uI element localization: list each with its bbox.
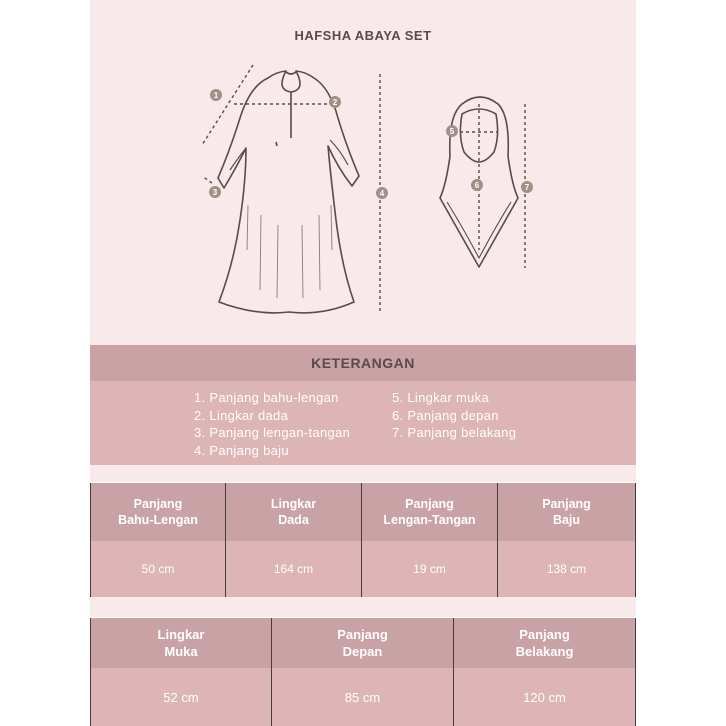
cell-value: 138 cm — [498, 541, 635, 597]
keterangan-legend — [90, 381, 636, 465]
cell-header: Lingkar Muka — [157, 627, 205, 659]
marker-3 — [209, 186, 221, 198]
cell-value: 164 cm — [226, 541, 361, 597]
table-cell — [90, 483, 226, 597]
legend-item: 6. Panjang depan — [392, 407, 499, 423]
marker-2-label: 2 — [332, 98, 338, 107]
cell-value: 19 cm — [362, 541, 497, 597]
table-cell — [362, 483, 498, 597]
cell-value: 52 cm — [91, 668, 271, 726]
cell-header: Lingkar Dada — [270, 497, 317, 527]
table-cell — [498, 483, 636, 597]
cell-header: Panjang Belakang — [515, 627, 574, 659]
size-table-1 — [90, 483, 636, 597]
keterangan-heading: KETERANGAN — [90, 345, 636, 381]
cell-header: Panjang Baju — [542, 497, 591, 527]
cell-header: Panjang Lengan-Tangan — [383, 497, 476, 527]
marker-1-label: 1 — [213, 91, 219, 100]
marker-7-label: 7 — [524, 183, 530, 192]
marker-2 — [329, 96, 341, 108]
marker-4 — [376, 187, 388, 199]
legend-item: 4. Panjang baju — [194, 442, 289, 458]
cell-value: 50 cm — [91, 541, 225, 597]
legend-right — [392, 389, 516, 442]
cell-header: Panjang Bahu-Lengan — [118, 497, 198, 527]
page-title: HAFSHA ABAYA SET — [294, 28, 432, 43]
marker-3-label: 3 — [212, 188, 218, 197]
size-table-2 — [90, 618, 636, 726]
cell-value: 120 cm — [454, 668, 635, 726]
legend-item: 3. Panjang lengan-tangan — [194, 425, 351, 440]
cell-value: 85 cm — [272, 668, 453, 726]
legend-item: 1. Panjang bahu-lengan — [194, 390, 339, 405]
legend-left — [194, 389, 350, 459]
marker-4-label: 4 — [379, 189, 385, 198]
table-cell — [226, 483, 362, 597]
abaya-outline — [218, 71, 359, 313]
marker-6 — [471, 179, 483, 191]
marker-5 — [446, 125, 458, 137]
marker-6-label: 6 — [474, 181, 480, 190]
legend-item: 2. Lingkar dada — [194, 407, 289, 423]
marker-7 — [521, 181, 533, 193]
legend-item: 7. Panjang belakang — [392, 425, 517, 440]
cell-header: Panjang Depan — [337, 627, 388, 659]
table-cell — [454, 618, 636, 726]
markers — [209, 89, 533, 199]
legend-item: 5. Lingkar muka — [392, 390, 489, 405]
marker-5-label: 5 — [449, 127, 455, 136]
table-cell — [90, 618, 272, 726]
abaya-illustration — [90, 0, 636, 345]
table-cell — [272, 618, 454, 726]
marker-1 — [210, 89, 222, 101]
